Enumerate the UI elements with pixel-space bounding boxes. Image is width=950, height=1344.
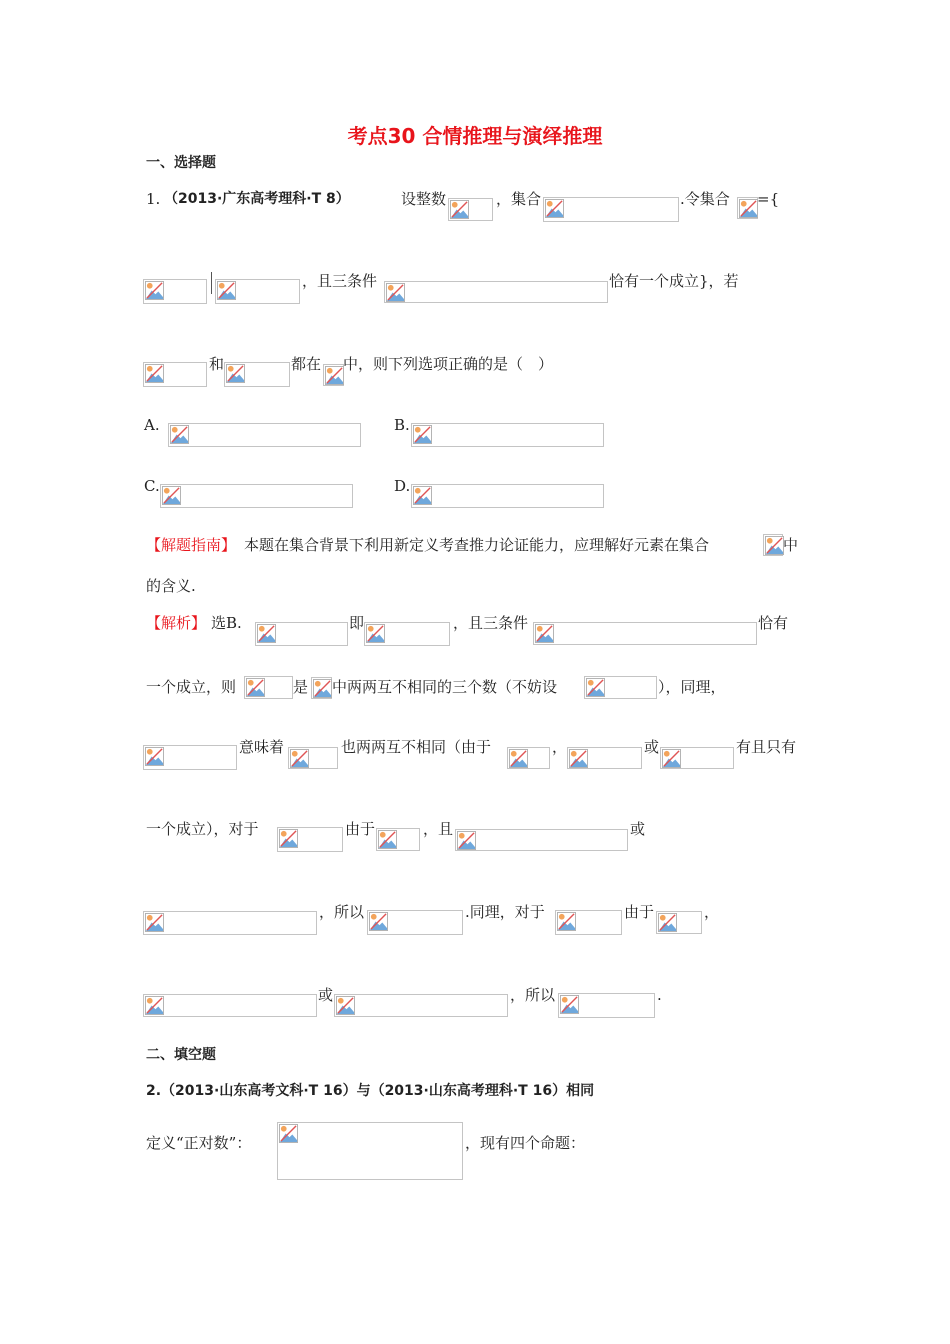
formula-image (143, 279, 207, 304)
formula-image (763, 534, 783, 556)
analysis-text: 或 (630, 820, 646, 838)
formula-image (584, 676, 657, 699)
formula-image (323, 364, 344, 386)
broken-image-icon (662, 749, 681, 768)
q1-text: 都在 (291, 355, 322, 373)
formula-image (143, 911, 317, 935)
q1-text: ，且三条件 (302, 272, 378, 290)
formula-image (448, 198, 493, 221)
formula-image (376, 828, 420, 851)
formula-image (507, 747, 550, 769)
analysis-text: 一个成立，则 (146, 678, 237, 696)
option-b-label: B. (394, 416, 410, 434)
formula-image (533, 622, 757, 645)
q1-text: ，集合 (496, 190, 542, 208)
broken-image-icon (217, 281, 236, 300)
option-d-formula (411, 484, 604, 508)
broken-image-icon (545, 199, 564, 218)
analysis-text: 意味着 (239, 738, 285, 756)
formula-image (244, 676, 293, 699)
broken-image-icon (336, 996, 355, 1015)
option-c-label: C. (144, 477, 160, 495)
guide-text: 本题在集合背景下利用新定义考查推力论证能力，应理解好元素在集合 (244, 536, 710, 554)
broken-image-icon (413, 486, 432, 505)
q2-header: 2.（2013·山东高考文科·T 16）与（2013·山东高考理科·T 16）相同 (146, 1083, 595, 1099)
q1-text: 和 (209, 355, 225, 373)
broken-image-icon (313, 679, 332, 698)
analysis-text: ， (552, 738, 568, 756)
analysis-text: 也两两互不相同（由于 (341, 738, 492, 756)
q2-text: 定义“正对数”： (146, 1134, 252, 1152)
analysis-text: ，所以 (510, 986, 556, 1004)
analysis-text: ），同理， (658, 678, 726, 696)
broken-image-icon (145, 747, 164, 766)
analysis-text: 是 (293, 678, 309, 696)
broken-image-icon (290, 749, 309, 768)
formula-image (143, 745, 237, 770)
option-c-formula (160, 484, 353, 508)
section-heading-choice: 一、选择题 (146, 155, 216, 171)
analysis-text: 或 (318, 986, 334, 1004)
broken-image-icon (739, 199, 758, 218)
broken-image-icon (535, 624, 554, 643)
analysis-text: ，且 (423, 820, 454, 838)
broken-image-icon (325, 366, 344, 385)
analysis-label: 【解析】 (146, 614, 207, 632)
analysis-text: 选B. (211, 614, 242, 632)
broken-image-icon (569, 749, 588, 768)
broken-image-icon (457, 831, 476, 850)
broken-image-icon (658, 913, 677, 932)
formula-image (255, 622, 348, 646)
analysis-text: 一个成立），对于 (146, 820, 259, 838)
analysis-text: ，且三条件 (453, 614, 529, 632)
formula-image (288, 747, 338, 769)
formula-image (334, 994, 508, 1017)
broken-image-icon (257, 624, 276, 643)
formula-image (737, 197, 758, 219)
formula-image (311, 677, 332, 699)
broken-image-icon (509, 749, 528, 768)
broken-image-icon (145, 364, 164, 383)
broken-image-icon (279, 1124, 298, 1143)
broken-image-icon (145, 996, 164, 1015)
broken-image-icon (145, 913, 164, 932)
q1-text: 恰有一个成立}，若 (609, 272, 739, 290)
analysis-text: 由于 (345, 820, 376, 838)
q1-text: 中，则下列选项正确的是（ ） (343, 355, 554, 373)
formula-image (567, 747, 642, 769)
q1-source: （2013·广东高考理科·T 8） (164, 191, 350, 207)
guide-label: 【解题指南】 (146, 536, 237, 554)
analysis-text: .同理，对于 (465, 903, 545, 921)
broken-image-icon (378, 830, 397, 849)
analysis-text: 由于 (624, 903, 655, 921)
broken-image-icon (162, 486, 181, 505)
option-d-label: D. (394, 477, 411, 495)
broken-image-icon (226, 364, 245, 383)
broken-image-icon (369, 912, 388, 931)
analysis-text: ， (704, 903, 720, 921)
guide-text: 的含义. (146, 577, 196, 595)
q1-text: 设整数 (401, 190, 447, 208)
analysis-text: ，所以 (319, 903, 365, 921)
option-b-formula (411, 423, 604, 447)
formula-image (224, 362, 290, 387)
broken-image-icon (765, 536, 784, 555)
broken-image-icon (246, 678, 265, 697)
formula-image (277, 1122, 463, 1180)
broken-image-icon (145, 281, 164, 300)
formula-image (143, 994, 317, 1017)
broken-image-icon (366, 624, 385, 643)
page-title: 考点30 合情推理与演绎推理 (347, 124, 603, 148)
formula-image (384, 281, 608, 303)
broken-image-icon (170, 425, 189, 444)
analysis-text: 恰有 (758, 614, 789, 632)
formula-image (455, 829, 628, 851)
q1-number: 1. (146, 190, 161, 208)
q1-text: .令集合 (680, 190, 730, 208)
set-divider (211, 272, 212, 294)
formula-image (364, 622, 450, 646)
option-a-label: A. (144, 416, 160, 434)
formula-image (558, 993, 655, 1018)
formula-image (215, 279, 300, 304)
guide-text: 中 (783, 536, 799, 554)
formula-image (656, 911, 702, 934)
option-a-formula (168, 423, 361, 447)
q2-text: ，现有四个命题： (465, 1134, 586, 1152)
analysis-text: 中两两互不相同的三个数（不妨设 (332, 678, 558, 696)
formula-image (660, 747, 734, 769)
analysis-text: 有且只有 (736, 738, 797, 756)
section-heading-fill: 二、填空题 (146, 1047, 216, 1063)
formula-image (143, 362, 207, 387)
analysis-text: 即 (349, 614, 365, 632)
formula-image (277, 827, 343, 852)
q1-text: ={ (757, 190, 780, 208)
formula-image (367, 910, 463, 935)
broken-image-icon (586, 678, 605, 697)
analysis-text: 或 (644, 738, 660, 756)
formula-image (555, 910, 622, 935)
broken-image-icon (386, 283, 405, 302)
broken-image-icon (279, 829, 298, 848)
broken-image-icon (413, 425, 432, 444)
broken-image-icon (557, 912, 576, 931)
formula-image (543, 197, 679, 222)
broken-image-icon (560, 995, 579, 1014)
broken-image-icon (450, 200, 469, 219)
analysis-text: . (657, 986, 662, 1004)
